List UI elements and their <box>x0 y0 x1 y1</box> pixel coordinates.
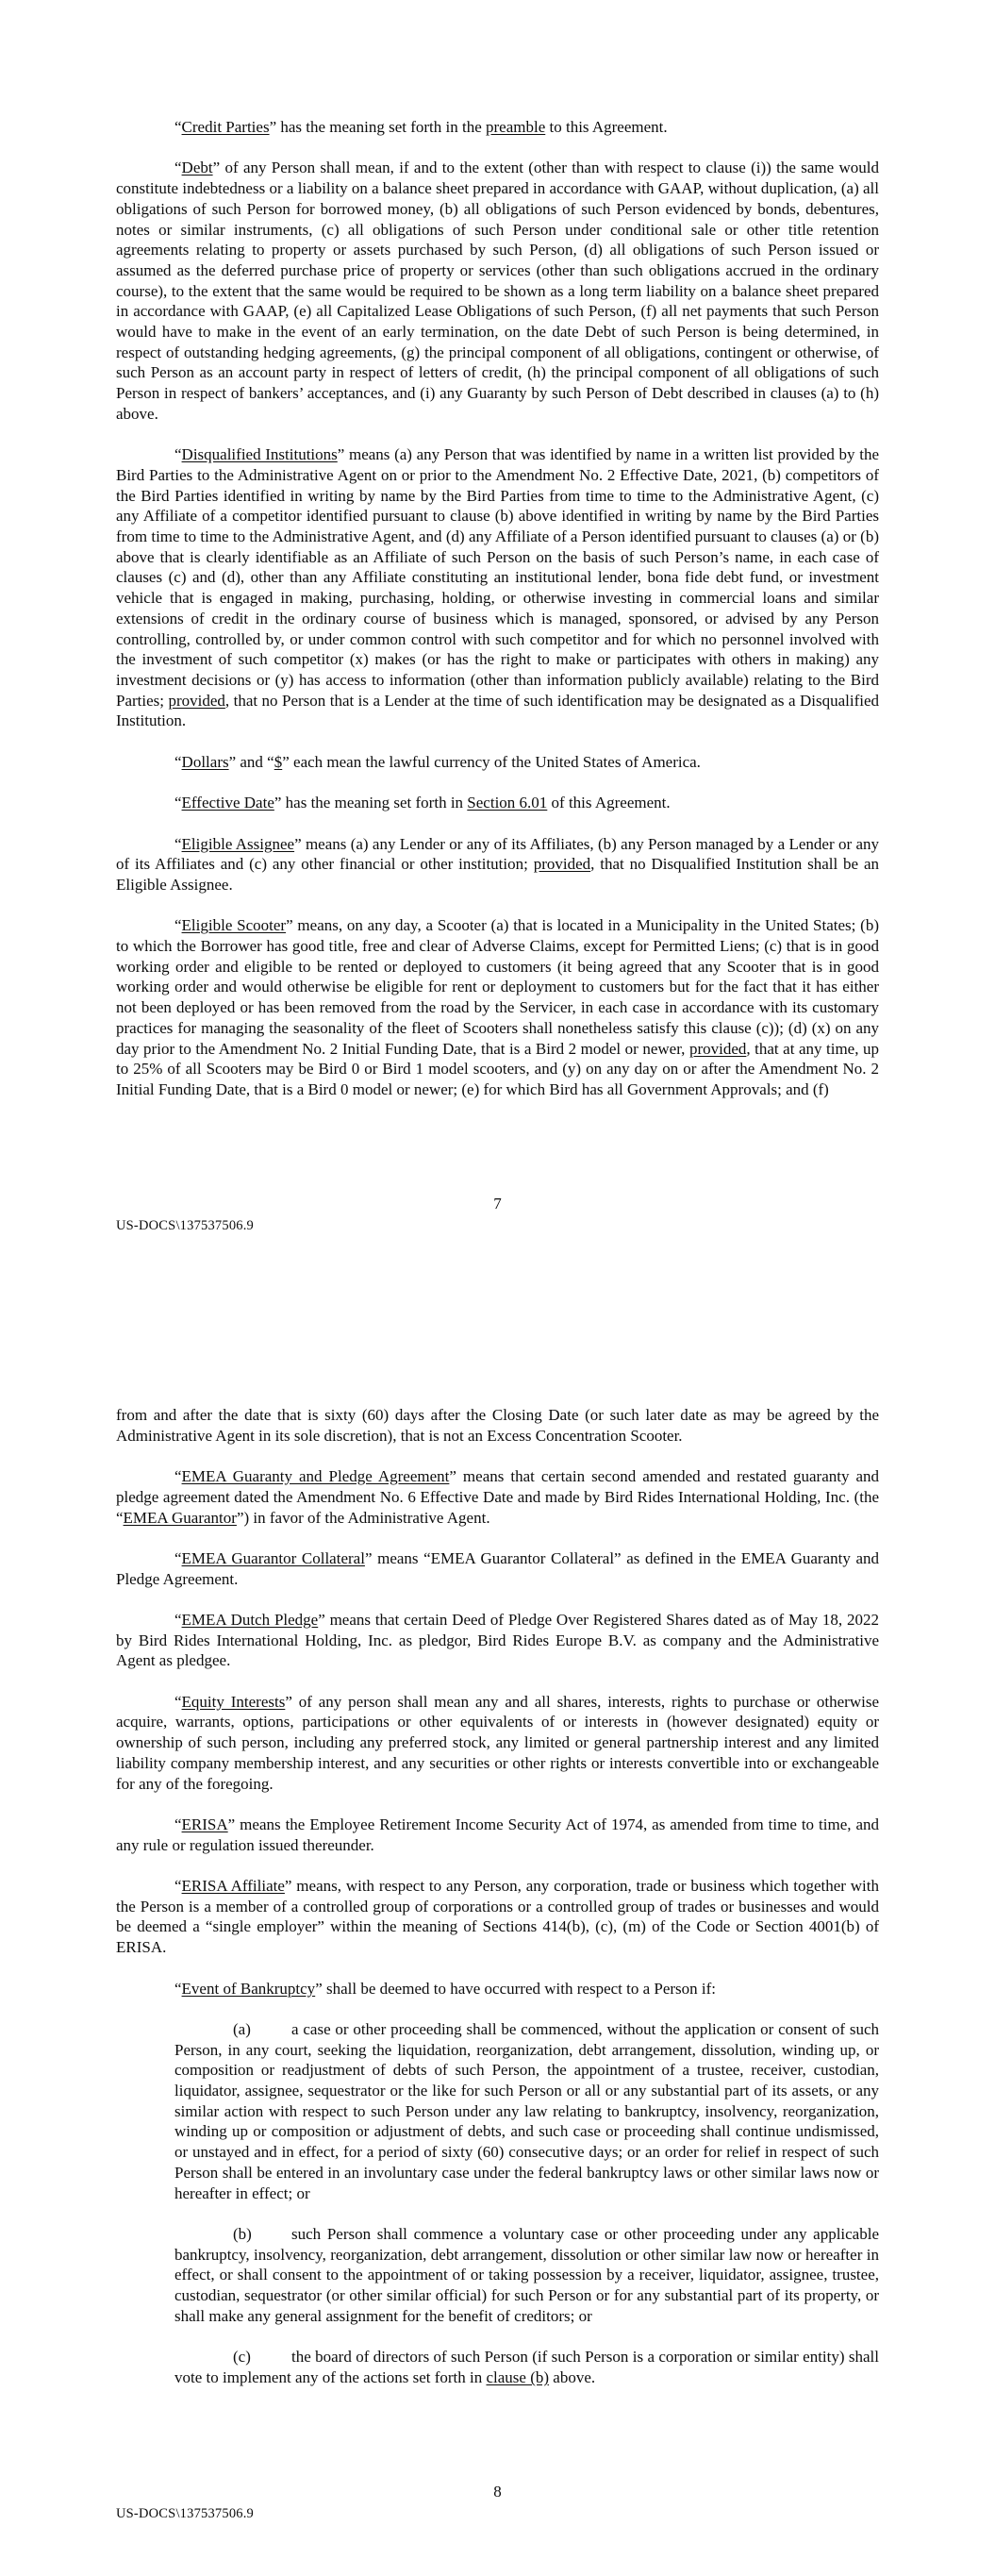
definition-eligible-assignee: “Eligible Assignee” means (a) any Lender or any of its Affiliates, (b) any Person managed by a Lender or any of its Affiliates and (c) any other financial or other institution; provided, that no Disqualified Institution shall be an Eligible Assignee. <box>116 834 879 894</box>
bankruptcy-clause-a: (a) a case or other proceeding shall be commenced, without the application or consent of such Person, in any court, seeking the liquidation, reorganization, debt arrangement, dissolution, winding up, or composition or readjustment of debts of such Person, the appointment of a trustee, receiver, custodian, liquidator, assignee, sequestrator or the like for such Person or all or any substantial part of its assets, or any similar action with respect to such Person under any law relating to bankruptcy, insolvency, reorganization, winding up or composition or adjustment of debts, and such case or proceeding shall continue undismissed, or unstayed and in effect, for a period of sixty (60) consecutive days; or an order for relief in respect of such Person shall be entered in an involuntary case under the federal bankruptcy laws or other similar laws now or hereafter in effect; or <box>174 2019 879 2202</box>
page-number: 8 <box>493 2483 502 2501</box>
bankruptcy-clause-b: (b) such Person shall commence a voluntary case or other proceeding under any applicable bankruptcy, insolvency, reorganization, debt arrangement, dissolution or other similar law now or hereafter in effect, or shall consent to the appointment of or taking possession by a receiver, liquidator, assignee, trustee, custodian, sequestrator (or other similar official) for such Person or for any substantial part of its property, or shall make any general assignment for the benefit of creditors; or <box>174 2224 879 2325</box>
definition-debt: “Debt” of any Person shall mean, if and to the extent (other than with respect to clause (i)) the same would constitute indebtedness or a liability on a balance sheet prepared in accordance with GAAP, without duplication, (a) all obligations of such Person for borrowed money, (b) all obligations of such Person evidenced by bonds, debentures, notes or similar instruments, (c) all obligations of such Person under conditional sale or other title retention agreements relating to property or assets purchased by such Person, (d) all obligations of such Person issued or assumed as the deferred purchase price of property or services (other than such obligations accrued in the ordinary course), to the extent that the same would be required to be shown as a long term liability on a balance sheet prepared in accordance with GAAP, (e) all Capitalized Lease Obligations of such Person, (f) all net payments that such Person would have to make in the event of an early termination, on the date Debt of such Person is being determined, in respect of outstanding hedging agreements, (g) the principal component of all obligations, contingent or otherwise, of such Person as an account party in respect of letters of credit, (h) the principal component of all obligations of such Person in respect of bankers’ acceptances, and (i) any Guaranty by such Person of Debt described in clauses (a) to (h) above. <box>116 159 879 423</box>
page-8-body <box>116 1405 879 2408</box>
definition-erisa: “ERISA” means the Employee Retirement Income Security Act of 1974, as amended from time to time, and any rule or regulation issued thereunder. <box>116 1815 879 1854</box>
definition-disqualified-institutions: “Disqualified Institutions” means (a) any Person that was identified by name in a written list provided by the Bird Parties to the Administrative Agent on or prior to the Amendment No. 2 Effective Date, 2021, (b) competitors of the Bird Parties identified in writing by name by the Bird Parties from time to time to the Administrative Agent, (c) any Affiliate of a competitor identified pursuant to clause (b) above identified in writing by name by the Bird Parties from time to time to the Administrative Agent, and (d) any Affiliate of a Person identified pursuant to clauses (a) or (b) above that is clearly identifiable as an Affiliate of such Person on the basis of such Person’s name, in each case of clauses (c) and (d), other than any Affiliate constituting an institutional lender, bona fide debt fund, or investment vehicle that is engaged in making, purchasing, holding, or otherwise investing in commercial loans and similar extensions of credit in the ordinary course of business which is managed, sponsored, or advised by any Person controlling, controlled by, or under common control with such competitor and for which no personnel involved with the investment of such competitor (x) makes (or has the right to make or participates with others in making) any investment decisions or (y) has access to information (other than information publicly available) relating to the Bird Parties; provided, that no Person that is a Lender at the time of such identification may be designated as a Disqualified Institution. <box>116 445 879 730</box>
definition-emea-dutch-pledge: “EMEA Dutch Pledge” means that certain Deed of Pledge Over Registered Shares dated as of May 18, 2022 by Bird Rides International Holding, Inc. as pledgor, Bird Rides Europe B.V. as company and the Administrative Agent as pledgee. <box>116 1610 879 1670</box>
document-footer-id: US-DOCS\137537506.9 <box>116 1218 254 1233</box>
definition-emea-guarantor-collateral: “EMEA Guarantor Collateral” means “EMEA Guarantor Collateral” as defined in the EMEA Guaranty and Pledge Agreement. <box>116 1548 879 1588</box>
definition-emea-guaranty-and-pledge-agreement: “EMEA Guaranty and Pledge Agreement” means that certain second amended and restated guaranty and pledge agreement dated the Amendment No. 6 Effective Date and made by Bird Rides International Holding, Inc. (the “EMEA Guarantor”) in favor of the Administrative Agent. <box>116 1467 880 1527</box>
document-footer-id: US-DOCS\137537506.9 <box>116 2506 254 2521</box>
document-page-8 <box>0 1288 995 2576</box>
continuation-eligible-scooter: from and after the date that is sixty (60) days after the Closing Date (or such later date as may be agreed by the Administrative Agent in its sole discretion), that is not an Excess Concentration Scooter. <box>116 1406 879 1445</box>
page-7-body <box>116 117 879 1120</box>
definition-equity-interests: “Equity Interests” of any person shall mean any and all shares, interests, rights to purchase or otherwise acquire, warrants, options, participations or other equivalents of or interests in (however designated) equity or ownership of such person, including any preferred stock, any limited or general partnership interest and any limited liability company membership interest, and any securities or other rights or interests convertible into or exchangeable for any of the foregoing. <box>116 1692 880 1793</box>
definition-dollars: “Dollars” and “$” each mean the lawful currency of the United States of America. <box>174 752 701 771</box>
definition-eligible-scooter: “Eligible Scooter” means, on any day, a Scooter (a) that is located in a Municipality in the United States; (b) to which the Borrower has good title, free and clear of Adverse Claims, except for Permitted Liens; (c) that is in good working order and eligible to be rented or deployed to customers (it being agreed that any Scooter that is in good working order and would otherwise be eligible for rent or deployment to customers but for the fact that it has either not been deployed or has been removed from the road by the Servicer, in each case in accordance with its customary practices for managing the seasonality of the fleet of Scooters shall nonetheless satisfy this clause (c)); (d) (x) on any day prior to the Amendment No. 2 Initial Funding Date, that is a Bird 2 model or newer, provided, that at any time, up to 25% of all Scooters may be Bird 0 or Bird 1 model scooters, and (y) on any day on or after the Amendment No. 2 Initial Funding Date, that is a Bird 0 model or newer; (e) for which Bird has all Government Approvals; and (f) <box>116 916 879 1098</box>
definition-effective-date: “Effective Date” has the meaning set forth in Section 6.01 of this Agreement. <box>174 794 671 812</box>
bankruptcy-clause-c: (c) the board of directors of such Person (if such Person is a corporation or similar entity) shall vote to implement any of the actions set forth in clause (b) above. <box>174 2348 879 2386</box>
page-number: 7 <box>493 1195 502 1213</box>
definition-credit-parties: “Credit Parties” has the meaning set forth in the preamble to this Agreement. <box>174 118 668 136</box>
definition-erisa-affiliate: “ERISA Affiliate” means, with respect to any Person, any corporation, trade or business which together with the Person is a member of a controlled group of corporations or a controlled group of trades or businesses and would be deemed a “single employer” within the meaning of Sections 414(b), (c), (m) of the Code or Section 4001(b) of ERISA. <box>116 1877 880 1957</box>
definition-event-of-bankruptcy: “Event of Bankruptcy” shall be deemed to have occurred with respect to a Person if: <box>174 1979 717 1998</box>
